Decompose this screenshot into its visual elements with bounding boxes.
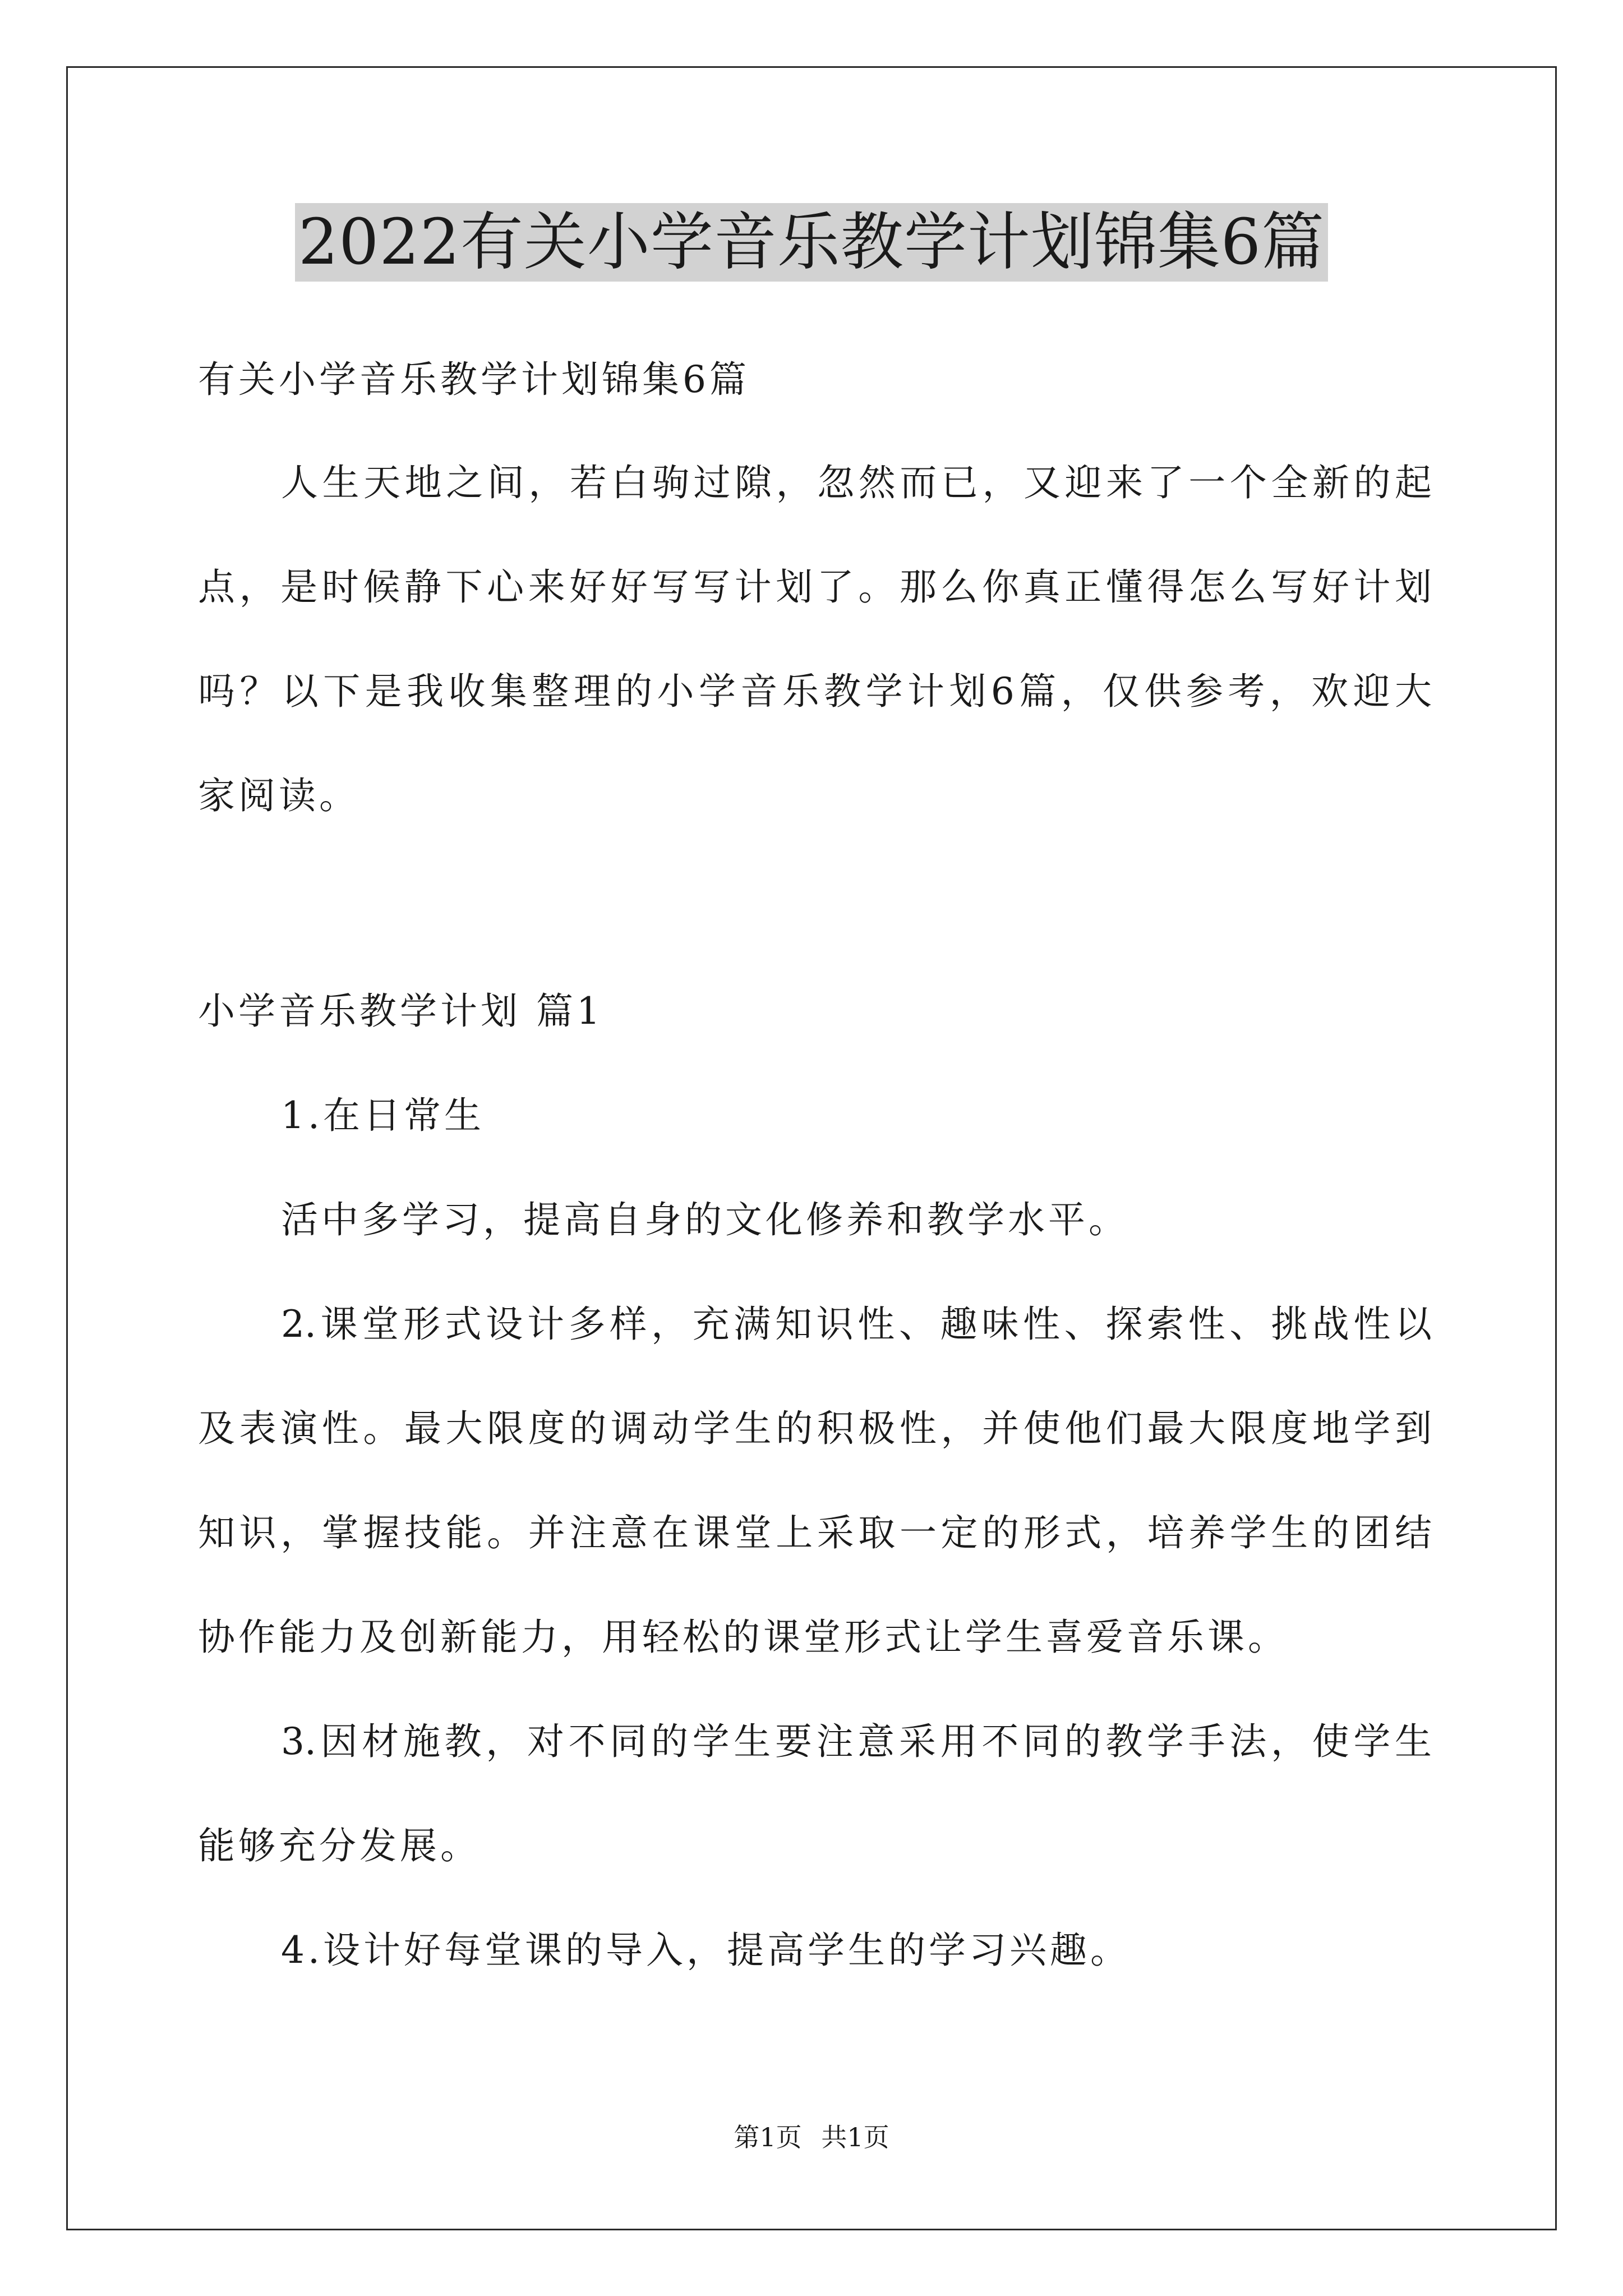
item-2-line: 及表演性。最大限度的调动学生的积极性，并使他们最大限度地学到 xyxy=(198,1407,1432,1450)
item-1-line: 活中多学习，提高自身的文化修养和教学水平。 xyxy=(281,1198,1129,1241)
intro-line: 吗？以下是我收集整理的小学音乐教学计划6篇，仅供参考，欢迎大 xyxy=(198,670,1432,713)
intro-line: 点，是时候静下心来好好写写计划了。那么你真正懂得怎么写好计划 xyxy=(198,565,1432,609)
page-footer xyxy=(0,2120,1623,2154)
item-3-line: 能够充分发展。 xyxy=(198,1824,481,1867)
page-total: 共1页 xyxy=(821,2122,889,2152)
section-heading: 小学音乐教学计划 篇1 xyxy=(198,990,603,1033)
document-title: 2022有关小学音乐教学计划锦集6篇 xyxy=(295,203,1328,282)
item-2-line: 2.课堂形式设计多样，充满知识性、趣味性、探索性、挑战性以 xyxy=(281,1303,1432,1346)
item-3-line: 3.因材施教，对不同的学生要注意采用不同的教学手法，使学生 xyxy=(281,1720,1432,1763)
item-1-line: 1.在日常生 xyxy=(281,1094,485,1137)
subtitle: 有关小学音乐教学计划锦集6篇 xyxy=(198,358,750,401)
item-4-line: 4.设计好每堂课的导入，提高学生的学习兴趣。 xyxy=(281,1929,1131,1972)
item-2-line: 知识，掌握技能。并注意在课堂上采取一定的形式，培养学生的团结 xyxy=(198,1511,1432,1554)
item-2-line: 协作能力及创新能力，用轻松的课堂形式让学生喜爱音乐课。 xyxy=(198,1616,1288,1659)
page-number: 第1页 xyxy=(734,2122,802,2152)
title-container xyxy=(0,203,1623,282)
intro-line: 家阅读。 xyxy=(198,774,359,817)
intro-line: 人生天地之间，若白驹过隙，忽然而已，又迎来了一个全新的起 xyxy=(281,461,1432,504)
